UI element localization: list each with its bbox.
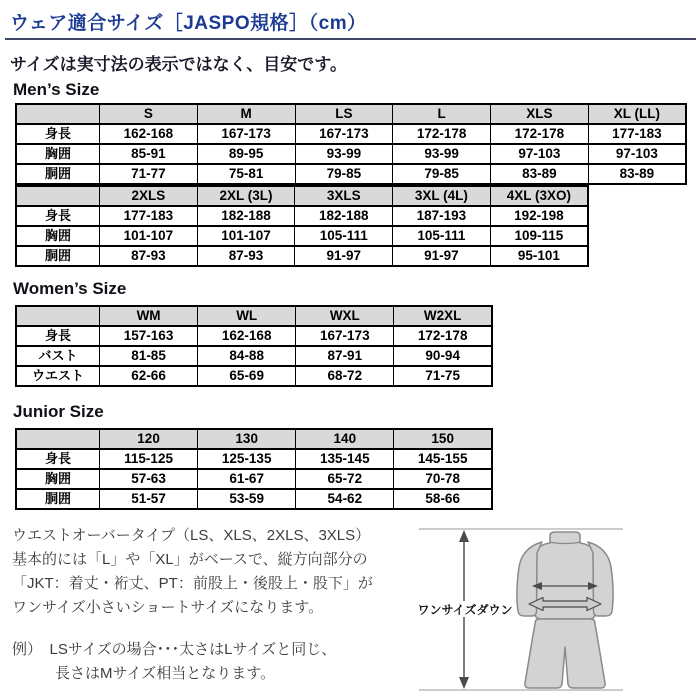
column-header: LS [295, 104, 393, 124]
example-line: 例） LSサイズの場合･･･太さはLサイズと同じ、 [12, 641, 337, 658]
table-cell: 101-107 [100, 226, 198, 246]
table-row [16, 246, 588, 266]
table-cell: 91-97 [393, 246, 491, 266]
size-down-diagram [415, 525, 627, 695]
mens-size-table-1 [15, 103, 687, 185]
column-header: 130 [198, 429, 296, 449]
junior-size-heading: Junior Size [13, 402, 104, 421]
table-row [16, 164, 686, 184]
table-cell: 89-95 [197, 144, 295, 164]
table-cell: 105-111 [295, 226, 393, 246]
table-cell: 71-77 [100, 164, 198, 184]
column-header: 3XLS [295, 186, 393, 206]
note-line: ワンサイズ小さいショートサイズになります。 [12, 599, 324, 616]
column-header: 150 [394, 429, 492, 449]
note-line: 基本的には「L」や「XL」がベースで、縦方向部分の [12, 551, 368, 568]
table-cell: 93-99 [295, 144, 393, 164]
column-header: XL (LL) [588, 104, 686, 124]
table-cell: 97-103 [491, 144, 589, 164]
column-header: XLS [491, 104, 589, 124]
column-header: 3XL (4L) [393, 186, 491, 206]
table-cell: 95-101 [490, 246, 588, 266]
corner-cell [16, 104, 100, 124]
column-header: WL [198, 306, 296, 326]
corner-cell [16, 306, 100, 326]
table-cell: 84-88 [198, 346, 296, 366]
table-cell: 75-81 [197, 164, 295, 184]
table-row [16, 449, 492, 469]
table-cell: 187-193 [393, 206, 491, 226]
table-cell: 81-85 [100, 346, 198, 366]
table-cell: 167-173 [197, 124, 295, 144]
mens-size-heading: Men’s Size [13, 80, 100, 99]
header-row [16, 429, 492, 449]
table-row [16, 144, 686, 164]
table-cell: 177-183 [100, 206, 198, 226]
table-cell: 167-173 [295, 124, 393, 144]
page-title: ウェア適合サイズ［JASPO規格］（cm） [10, 13, 367, 34]
header-row [16, 186, 588, 206]
header-row [16, 306, 492, 326]
table-cell: 172-178 [491, 124, 589, 144]
column-header: 4XL (3XO) [490, 186, 588, 206]
column-header: W2XL [394, 306, 492, 326]
title-rule [5, 38, 696, 40]
note-line: 「JKT：着丈・裄丈、PT：前股上・後股上・股下」が [12, 575, 373, 592]
table-cell: 79-85 [393, 164, 491, 184]
table-cell: 54-62 [296, 489, 394, 509]
table-cell: 145-155 [394, 449, 492, 469]
header-row [16, 104, 686, 124]
row-label: バスト [16, 346, 100, 366]
table-cell: 172-178 [393, 124, 491, 144]
table-cell: 70-78 [394, 469, 492, 489]
table-cell: 172-178 [394, 326, 492, 346]
row-label: 身長 [16, 206, 100, 226]
column-header: 2XL (3L) [197, 186, 295, 206]
table-cell: 85-91 [100, 144, 198, 164]
table-row [16, 366, 492, 386]
one-size-down-label: ワンサイズダウン [417, 603, 513, 617]
junior-size-table [15, 428, 493, 510]
table-cell: 87-93 [197, 246, 295, 266]
table-cell: 51-57 [100, 489, 198, 509]
table-cell: 65-72 [296, 469, 394, 489]
table-cell: 125-135 [198, 449, 296, 469]
mens-size-table-2 [15, 185, 589, 267]
table-cell: 57-63 [100, 469, 198, 489]
womens-size-heading: Women’s Size [13, 279, 127, 298]
table-cell: 162-168 [198, 326, 296, 346]
column-header: 140 [296, 429, 394, 449]
column-header: M [197, 104, 295, 124]
table-cell: 90-94 [394, 346, 492, 366]
table-row [16, 469, 492, 489]
table-cell: 71-75 [394, 366, 492, 386]
table-cell: 87-93 [100, 246, 198, 266]
row-label: 胸囲 [16, 469, 100, 489]
table-cell: 167-173 [296, 326, 394, 346]
table-row [16, 489, 492, 509]
womens-size-table [15, 305, 493, 387]
table-cell: 58-66 [394, 489, 492, 509]
table-cell: 62-66 [100, 366, 198, 386]
column-header: WXL [296, 306, 394, 326]
row-label: 胴囲 [16, 246, 100, 266]
table-row [16, 226, 588, 246]
size-notes [12, 524, 422, 686]
table-row [16, 326, 492, 346]
table-cell: 87-91 [296, 346, 394, 366]
table-cell: 65-69 [198, 366, 296, 386]
corner-cell [16, 186, 100, 206]
table-cell: 93-99 [393, 144, 491, 164]
table-cell: 53-59 [198, 489, 296, 509]
table-cell: 177-183 [588, 124, 686, 144]
table-cell: 79-85 [295, 164, 393, 184]
table-cell: 61-67 [198, 469, 296, 489]
pants [525, 619, 605, 688]
disclaimer-text: サイズは実寸法の表示ではなく、目安です。 [10, 55, 347, 74]
size-down-diagram-svg [415, 525, 627, 695]
table-cell: 97-103 [588, 144, 686, 164]
table-cell: 157-163 [100, 326, 198, 346]
table-cell: 135-145 [296, 449, 394, 469]
table-cell: 83-89 [588, 164, 686, 184]
table-cell: 192-198 [490, 206, 588, 226]
table-cell: 182-188 [197, 206, 295, 226]
column-header: WM [100, 306, 198, 326]
row-label: ウエスト [16, 366, 100, 386]
row-label: 胴囲 [16, 164, 100, 184]
table-row [16, 124, 686, 144]
table-cell: 109-115 [490, 226, 588, 246]
table-cell: 162-168 [100, 124, 198, 144]
row-label: 身長 [16, 326, 100, 346]
table-cell: 91-97 [295, 246, 393, 266]
row-label: 胴囲 [16, 489, 100, 509]
table-cell: 105-111 [393, 226, 491, 246]
row-label: 胸囲 [16, 144, 100, 164]
garment-figure [517, 532, 613, 688]
table-row [16, 346, 492, 366]
column-header: 2XLS [100, 186, 198, 206]
table-cell: 115-125 [100, 449, 198, 469]
corner-cell [16, 429, 100, 449]
row-label: 身長 [16, 449, 100, 469]
column-header: S [100, 104, 198, 124]
table-row [16, 206, 588, 226]
note-line: ウエストオーバータイプ（LS、XLS、2XLS、3XLS） [12, 527, 371, 544]
row-label: 胸囲 [16, 226, 100, 246]
row-label: 身長 [16, 124, 100, 144]
table-cell: 68-72 [296, 366, 394, 386]
column-header: 120 [100, 429, 198, 449]
table-cell: 83-89 [491, 164, 589, 184]
table-cell: 101-107 [197, 226, 295, 246]
example-line: 長さはMサイズ相当となります。 [55, 665, 276, 682]
table-cell: 182-188 [295, 206, 393, 226]
column-header: L [393, 104, 491, 124]
